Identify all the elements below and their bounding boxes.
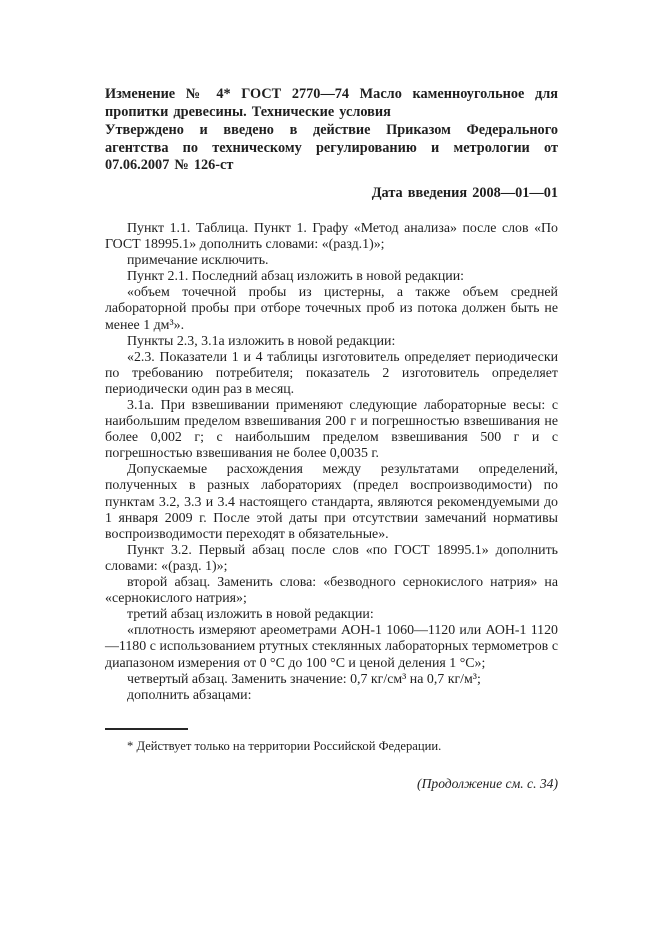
amendment-paragraph: «плотность измеряют ареометрами АОН-1 1060—1120 или АОН-1 1120—1180 с использованием ртутных стеклянных лабораторных термометров с диапазоном измерения от 0 °С до 100 °С и ценой деления 1 °С»; <box>105 623 558 671</box>
amendment-paragraph: Пункт 3.2. Первый абзац после слов «по ГОСТ 18995.1» дополнить словами: «(разд. 1)»; <box>105 542 558 574</box>
amendment-title: Изменение № 4* ГОСТ 2770—74 Масло каменноугольное для пропитки древесины. Технические условия <box>105 86 558 120</box>
amendment-paragraph: Пункты 2.3, 3.1а изложить в новой редакции: <box>127 333 396 349</box>
amendment-paragraph: 3.1а. При взвешивании применяют следующие лабораторные весы: с наибольшим пределом взвешивания 200 г и погрешностью взвешивания не более 0,002 г; с наибольшим пределом взвешивания 500 г и с погрешностью взвешивания не более 0,0035 г. <box>105 398 558 462</box>
amendment-paragraph: Допускаемые расхождения между результатами определений, полученных в разных лабораториях (предел воспроизводимости) по пунктам 3.2, 3.3 и 3.4 настоящего стандарта, являются рекомендуемыми до 1 января 2009 г. После этой даты при отсутствии замечаний нормативы воспроизводимости переходят в обязательные». <box>105 462 558 542</box>
footnote-divider <box>105 728 188 730</box>
amendment-body <box>105 221 558 704</box>
effective-date: Дата введения 2008—01—01 <box>371 184 558 201</box>
amendment-paragraph: примечание исключить. <box>127 253 269 269</box>
approval-statement: Утверждено и введено в действие Приказом Федерального агентства по техническому регулированию и метрологии от 07.06.2007 № 126-ст <box>105 122 558 174</box>
footnote-text: * Действует только на территории Российской Федерации. <box>127 738 442 753</box>
amendment-paragraph: третий абзац изложить в новой редакции: <box>127 607 374 623</box>
amendment-paragraph: второй абзац. Заменить слова: «безводного сернокислого натрия» на «сернокислого натрия»; <box>105 575 558 607</box>
amendment-paragraph: «2.3. Показатели 1 и 4 таблицы изготовитель определяет периодически по требованию потребителя; показатель 2 изготовитель определяет периодически один раз в месяц. <box>105 349 558 397</box>
continuation-note: (Продолжение см. с. 34) <box>417 775 558 791</box>
amendment-paragraph: четвертый абзац. Заменить значение: 0,7 кг/см³ на 0,7 кг/м³; <box>127 671 481 687</box>
amendment-paragraph: «объем точечной пробы из цистерны, а также объем средней лабораторной пробы при отборе точечных проб из потока должен быть не менее 1 дм³». <box>105 285 558 333</box>
document-content <box>105 86 558 792</box>
amendment-paragraph: Пункт 1.1. Таблица. Пункт 1. Графу «Метод анализа» после слов «По ГОСТ 18995.1» дополнить словами: «(разд.1)»; <box>105 220 558 253</box>
amendment-paragraph: дополнить абзацами: <box>127 687 252 703</box>
amendment-paragraph: Пункт 2.1. Последний абзац изложить в новой редакции: <box>127 269 465 285</box>
